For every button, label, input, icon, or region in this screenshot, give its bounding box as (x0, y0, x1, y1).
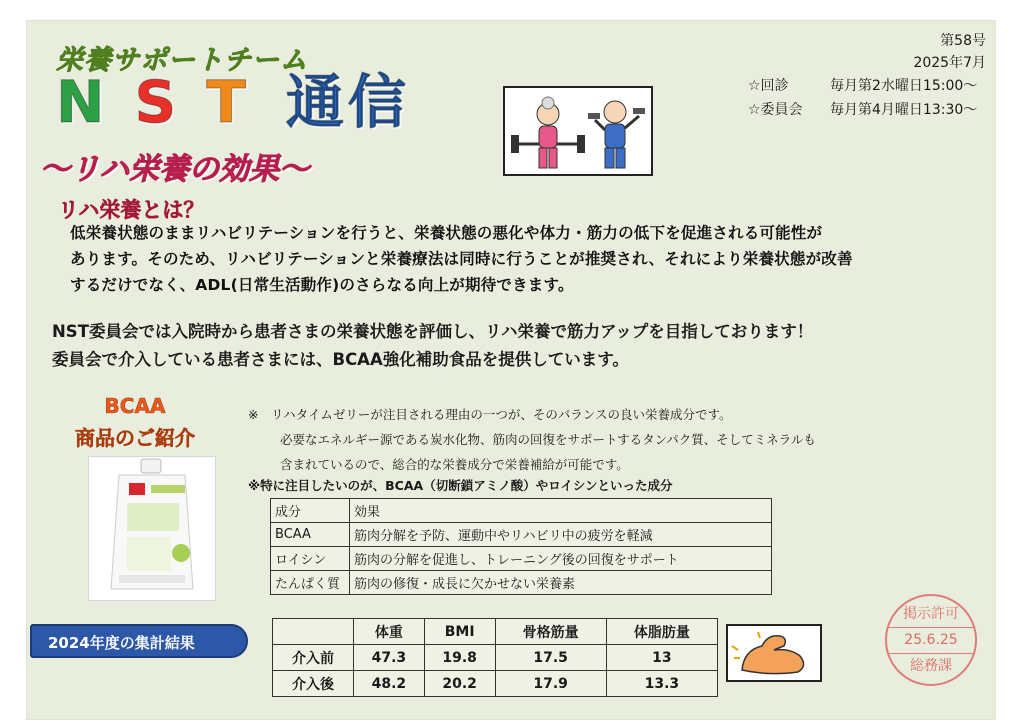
table-row (271, 571, 772, 595)
intro-heading: リハ栄養とは？ (58, 198, 205, 222)
newsletter-title (56, 68, 440, 136)
effect-cell: 筋肉の修復・成長に欠かせない栄養素 (350, 571, 772, 595)
table-row (273, 645, 718, 671)
note-line: 必要なエネルギー源である炭水化物、筋肉の回復をサポートするタンパク質、そしてミネラルも (280, 432, 816, 447)
table-row (271, 523, 772, 547)
value-cell: 13 (606, 645, 717, 671)
bcaa-heading-line1: BCAA (104, 394, 166, 418)
note-line: ※ リハタイムゼリーが注目される理由の一つが、そのバランスの良い栄養成分です。 (248, 407, 732, 422)
stamp-date: 25.6.25 (887, 627, 975, 654)
value-cell: 20.2 (424, 671, 495, 697)
table-row (273, 671, 718, 697)
elderly-exercise-illustration (503, 86, 653, 176)
bcaa-highlight-note: ※特に注目したいのが、BCAA（切断鎖アミノ酸）やロイシンといった成分 (248, 478, 673, 493)
intro-text (70, 220, 950, 298)
nutrient-effects-table (270, 498, 772, 595)
value-cell: 47.3 (354, 645, 425, 671)
nutrient-cell: たんぱく質 (271, 571, 350, 595)
rounds-label: ☆回診 (748, 78, 789, 94)
effect-cell: 筋肉分解を予防、運動中やリハビリ中の疲労を軽減 (350, 523, 772, 547)
value-cell: 13.3 (606, 671, 717, 697)
newsletter-subtitle: 〜リハ栄養の効果〜 (40, 152, 310, 187)
issue-info (913, 30, 986, 74)
header-cell (273, 619, 354, 645)
issue-date: 2025年7月 (913, 55, 986, 71)
table-header-row (271, 499, 772, 523)
issue-number: 第58号 (940, 33, 986, 49)
header-cell: 体重 (354, 619, 425, 645)
schedule-labels (748, 74, 803, 122)
header-cell: 効果 (350, 499, 772, 523)
table-row (271, 547, 772, 571)
bcaa-heading-line2: 商品のご紹介 (75, 426, 195, 450)
value-cell: 17.5 (495, 645, 606, 671)
header-cell: BMI (424, 619, 495, 645)
results-table (272, 618, 718, 697)
flexed-arm-icon (726, 624, 822, 682)
nutrient-cell: BCAA (271, 523, 350, 547)
jelly-product-image (88, 456, 216, 601)
info-line: NST委員会では入院時から患者さまの栄養状態を評価し、リハ栄養で筋力アップを目指しております！ (52, 322, 814, 341)
nst-committee-info (52, 318, 952, 374)
effect-cell: 筋肉の分解を促進し、トレーニング後の回復をサポート (350, 547, 772, 571)
title-letter-s: S (134, 68, 177, 136)
approval-stamp (885, 594, 977, 686)
row-label-cell: 介入前 (273, 645, 354, 671)
info-line: 委員会で介入している患者さまには、BCAA強化補助食品を提供しています。 (52, 350, 629, 369)
bcaa-heading (60, 390, 210, 454)
row-label-cell: 介入後 (273, 671, 354, 697)
results-heading: 2024年度の集計結果 (30, 624, 248, 658)
title-letter-t: T (206, 68, 246, 136)
intro-line: 低栄養状態のままリハビリテーションを行うと、栄養状態の悪化や体力・筋力の低下を促進される可能性が (70, 224, 823, 242)
header-cell: 成分 (271, 499, 350, 523)
bcaa-notes (248, 402, 816, 477)
committee-label: ☆委員会 (748, 102, 803, 118)
title-word: 通信 (285, 68, 410, 136)
value-cell: 19.8 (424, 645, 495, 671)
nutrient-cell: ロイシン (271, 547, 350, 571)
intro-line: あります。そのため、リハビリテーションと栄養療法は同時に行うことが推奨され、それにより栄養状態が改善 (70, 250, 853, 268)
value-cell: 17.9 (495, 671, 606, 697)
stamp-line3: 総務課 (910, 658, 952, 674)
rounds-time: 毎月第2水曜日15:00〜 (830, 78, 978, 94)
header-cell: 骨格筋量 (495, 619, 606, 645)
header-cell: 体脂肪量 (606, 619, 717, 645)
intro-line: するだけでなく、ADL(日常生活動作)のさらなる向上が期待できます。 (70, 276, 574, 294)
value-cell: 48.2 (354, 671, 425, 697)
table-header-row (273, 619, 718, 645)
note-line: 含まれているので、総合的な栄養成分で栄養補給が可能です。 (280, 457, 629, 472)
team-name: 栄養サポートチーム (56, 45, 308, 76)
committee-time: 毎月第4月曜日13:30〜 (830, 102, 978, 118)
schedule-times (830, 74, 977, 122)
stamp-line1: 掲示許可 (903, 606, 959, 622)
title-letter-n: N (56, 68, 105, 136)
